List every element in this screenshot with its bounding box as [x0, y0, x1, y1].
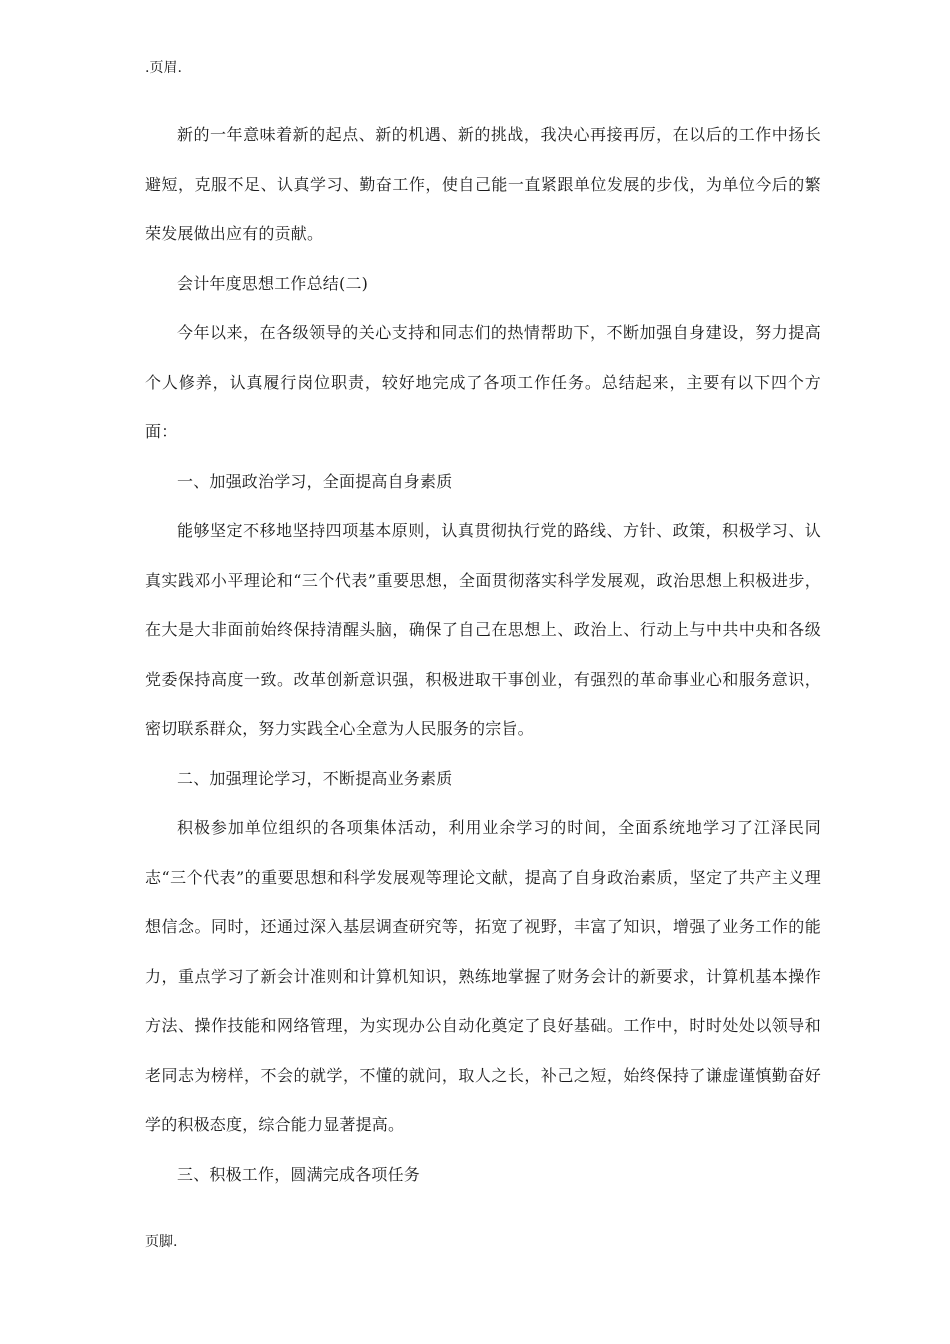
paragraph-political-study: 能够坚定不移地坚持四项基本原则，认真贯彻执行党的路线、方针、政策，积极学习、认真实践邓小平理论和“三个代表”重要思想，全面贯彻落实科学发展观，政治思想上积极进步，在大是大非面前始终保持清醒头脑，确保了自己在思想上、政治上、行动上与中共中央和各级党委保持高度一致。改革创新意识强，积极进取干事创业，有强烈的革命事业心和服务意识，密切联系群众，努力实践全心全意为人民服务的宗旨。 [145, 521, 821, 738]
page-header: .页眉. [145, 60, 182, 76]
document-body [145, 110, 821, 1199]
paragraph-closing: 新的一年意味着新的起点、新的机遇、新的挑战，我决心再接再厉，在以后的工作中扬长避短，克服不足、认真学习、勤奋工作，使自己能一直紧跟单位发展的步伐，为单位今后的繁荣发展做出应有的贡献。 [145, 125, 821, 243]
heading-three: 三、积极工作，圆满完成各项任务 [177, 1164, 421, 1184]
page-footer: 页脚. [145, 1234, 178, 1250]
heading-one: 一、加强政治学习，全面提高自身素质 [177, 471, 453, 491]
paragraph-theory-study: 积极参加单位组织的各项集体活动，利用业余学习的时间，全面系统地学习了江泽民同志“三个代表”的重要思想和科学发展观等理论文献，提高了自身政治素质，坚定了共产主义理想信念。同时，还通过深入基层调查研究等，拓宽了视野，丰富了知识，增强了业务工作的能力，重点学习了新会计准则和计算机知识，熟练地掌握了财务会计的新要求，计算机基本操作方法、操作技能和网络管理，为实现办公自动化奠定了良好基础。工作中，时时处处以领导和老同志为榜样，不会的就学，不懂的就问，取人之长，补己之短，始终保持了谦虚谨慎勤奋好学的积极态度，综合能力显著提高。 [145, 818, 821, 1134]
section-title: 会计年度思想工作总结(二) [177, 273, 369, 293]
paragraph-intro: 今年以来，在各级领导的关心支持和同志们的热情帮助下，不断加强自身建设，努力提高个人修养，认真履行岗位职责，较好地完成了各项工作任务。总结起来，主要有以下四个方面： [145, 323, 821, 441]
heading-two: 二、加强理论学习，不断提高业务素质 [177, 768, 453, 788]
